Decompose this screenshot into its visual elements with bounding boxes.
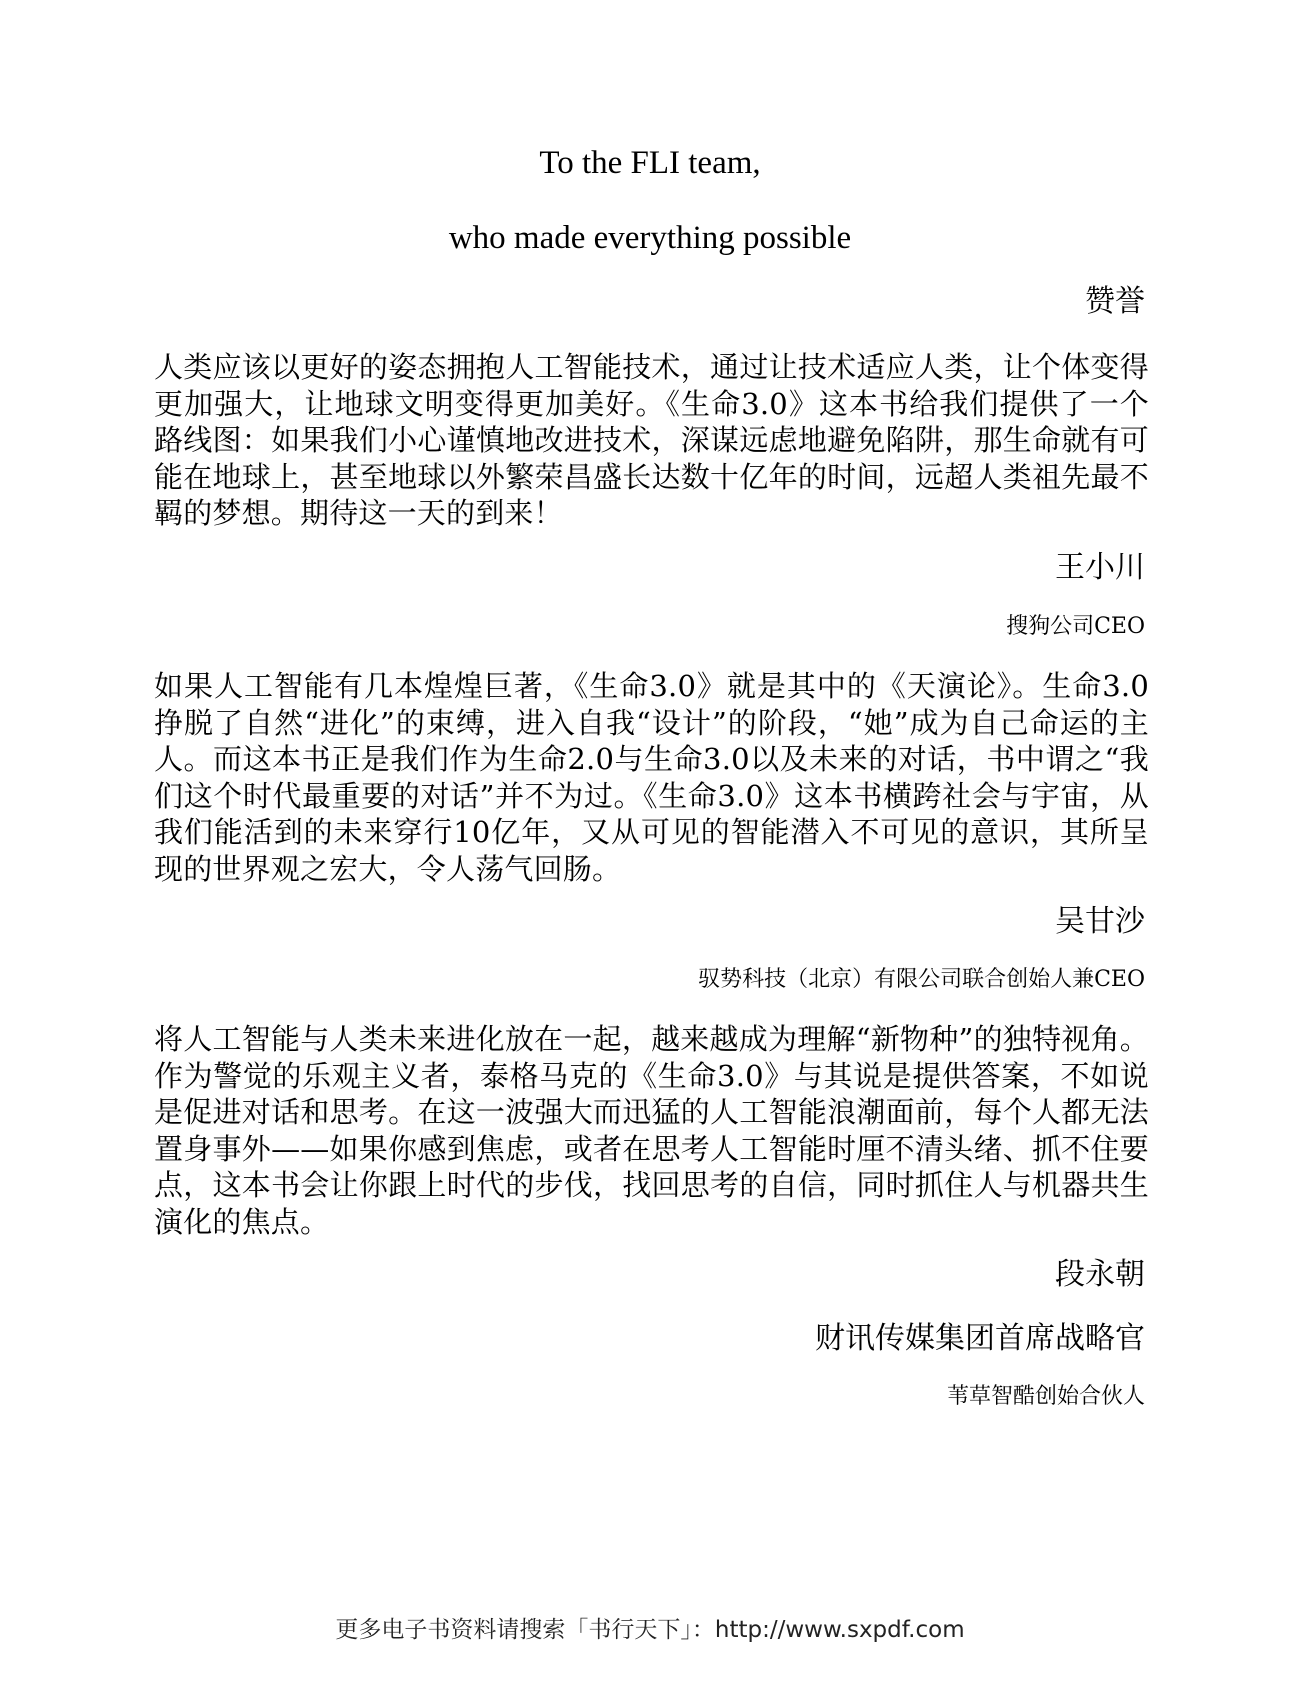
dedication-line-2: who made everything possible bbox=[448, 220, 852, 256]
praise-text-3: 将人工智能与人类未来进化放在一起，越来越成为理解“新物种”的独特视角。作为警觉的乐观主义者，泰格马克的《生命3.0》与其说是提供答案，不如说是促进对话和思考。在这一波强大而迅猛的人工智能浪潮面前，每个人都无法置身事外——如果你感到焦虑，或者在思考人工智能时厘不清头绪、抓不住要点，这本书会让你跟上时代的步伐，找回思考的自信，同时抓住人与机器共生演化的焦点。 bbox=[154, 1022, 1149, 1239]
praise-author-title-3b: 苇草智酷创始合伙人 bbox=[946, 1384, 1145, 1409]
praise-author-name-3: 段永朝 bbox=[1055, 1257, 1145, 1292]
praise-text-1: 人类应该以更好的姿态拥抱人工智能技术，通过让技术适应人类，让个体变得更加强大，让地球文明变得更加美好。《生命3.0》这本书给我们提供了一个路线图：如果我们小心谨慎地改进技术，深谋远虑地避免陷阱，那生命就有可能在地球上，甚至地球以外繁荣昌盛长达数十亿年的时间，远超人类祖先最不羁的梦想。期待这一天的到来！ bbox=[154, 350, 1149, 530]
dedication-line-1: To the FLI team, bbox=[539, 145, 761, 181]
praise-author-title-2: 驭势科技（北京）有限公司联合创始人兼CEO bbox=[698, 967, 1145, 992]
praise-author-title-1: 搜狗公司CEO bbox=[1006, 614, 1145, 639]
praise-author-title-3: 财讯传媒集团首席战略官 bbox=[815, 1321, 1145, 1356]
footer-watermark-text: 更多电子书资料请搜索「书行天下」：http://www.sxpdf.com bbox=[335, 1617, 965, 1643]
section-heading: 赞誉 bbox=[1085, 284, 1145, 319]
praise-text-2: 如果人工智能有几本煌煌巨著，《生命3.0》就是其中的《天演论》。生命3.0挣脱了自然“进化”的束缚，进入自我“设计”的阶段，“她”成为自己命运的主人。而这本书正是我们作为生命2.0与生命3.0以及未来的对话，书中谓之“我们这个时代最重要的对话”并不为过。《生命3.0》这本书横跨社会与宇宙，从我们能活到的未来穿行10亿年，又从可见的智能潜入不可见的意识，其所呈现的世界观之宏大，令人荡气回肠。 bbox=[154, 669, 1149, 886]
praise-author-name-1: 王小川 bbox=[1055, 550, 1145, 585]
praise-author-name-2: 吴甘沙 bbox=[1055, 904, 1145, 939]
